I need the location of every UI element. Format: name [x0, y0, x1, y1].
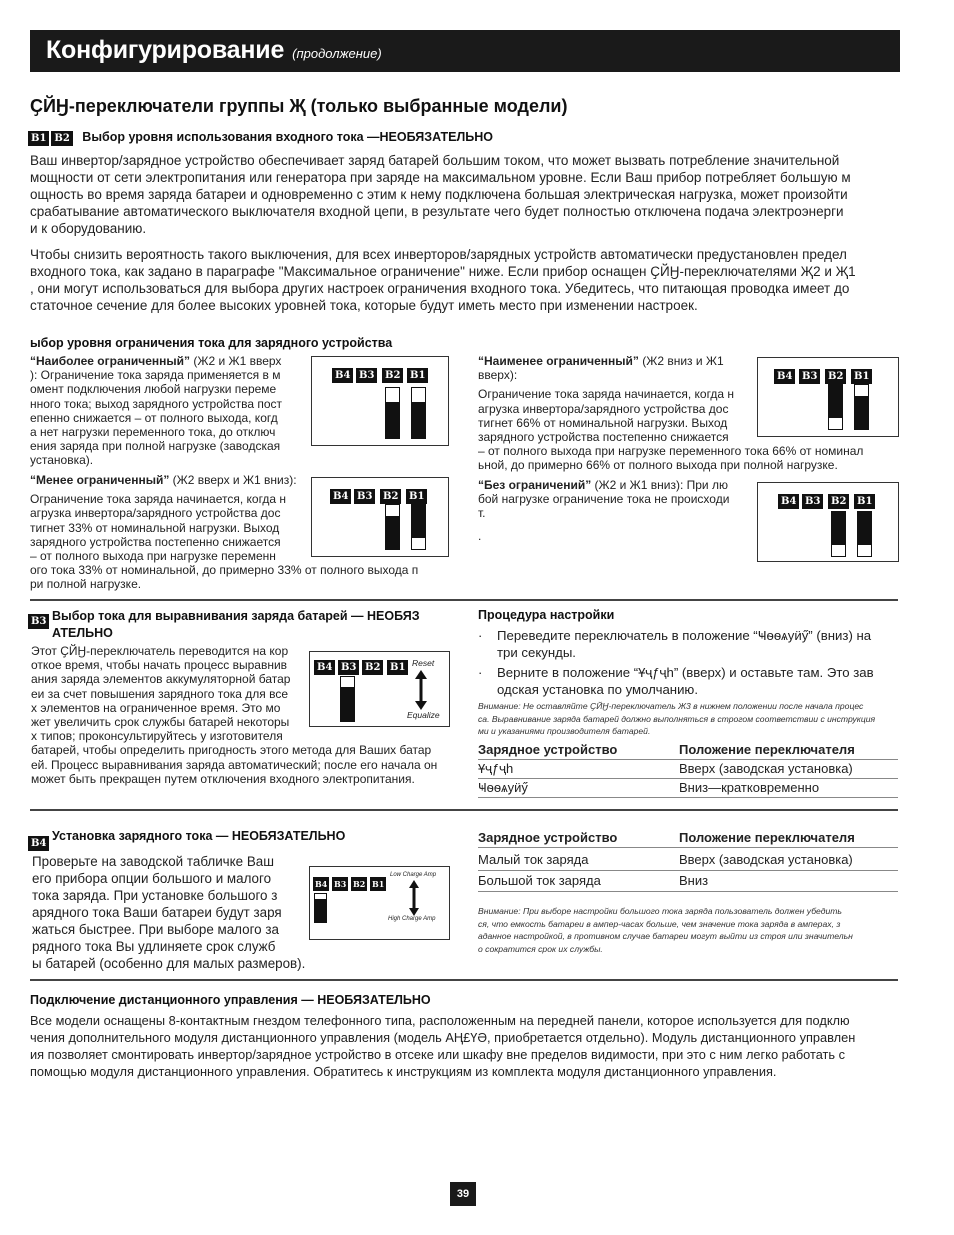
switch-b1	[411, 387, 426, 439]
text-line: (Ж2 и Ж1 вверх	[190, 354, 282, 368]
switch-label-b4: B4	[332, 368, 353, 383]
text-line: омент подключения любой нагрузки переме	[30, 382, 277, 397]
table-header-cell: Зарядное устройство	[478, 742, 618, 757]
s1-para2	[30, 246, 910, 314]
text-line: бой нагрузке ограничение тока не происходи	[478, 492, 730, 507]
s4-heading: Установка зарядного тока — НЕОБЯЗАТЕЛЬНО	[52, 829, 346, 843]
procedure-heading: Процедура настройки	[478, 608, 615, 622]
table-cell: Большой ток заряда	[478, 873, 601, 888]
switch-label-b4: B4	[315, 879, 328, 889]
switch-label-b3: B3	[354, 489, 375, 504]
text-line: Все модели оснащены 8-контактным гнездом телефонного типа, расположенным на передней панели, которое используется для подклю	[30, 1013, 850, 1028]
text-line: аданное настройкой, в противном случае батареи могут выйти из строя или значительн	[478, 931, 853, 941]
text-line: статочное сечение для более высоких уровней тока, которые будут иметь место при изменении настроек.	[30, 298, 698, 313]
switch-b2	[831, 511, 846, 557]
text-line: Ограничение тока заряда начинается, когда н	[30, 492, 287, 507]
switch-label-b4: B4	[330, 489, 351, 504]
text-line: са. Выравнивание заряда батарей должно выполняться в строгом соответствии с инструкция	[478, 713, 876, 724]
text-line: ): Ограничение тока заряда применяется в м	[30, 368, 281, 383]
text-line: Выбор тока для выравнивания заряда батарей — НЕОБЯЗ	[52, 609, 420, 623]
text-line: ия позволяет смонтировать инвертор/зарядное устройство в отсеке или шкафу вне пределов видимости, при это с ним легко работать с	[30, 1047, 846, 1062]
switch-label-b3: B3	[356, 368, 377, 383]
switch-label-b3: B3	[338, 660, 359, 675]
text-line: его прибора опции большого и малого	[32, 871, 272, 886]
text-line: ения заряда при полной нагрузке (заводская	[30, 439, 281, 454]
dip-switch-equalize	[309, 651, 450, 727]
table-row	[478, 759, 898, 779]
bullet: ·	[478, 628, 483, 643]
text-line: вверх):	[478, 368, 518, 383]
reset-label: Reset	[412, 658, 435, 668]
text-line: агрузка инвертора/зарядного устройства дос	[478, 401, 729, 416]
table-cell: Вверх (заводская установка)	[679, 852, 853, 867]
text-line: нного тока; выход зарядного устройства пост	[30, 396, 283, 411]
table-header-cell: Положение переключателя	[679, 742, 855, 757]
divider	[30, 979, 898, 981]
table-header-cell: Зарядное устройство	[478, 830, 618, 845]
switch-b1	[857, 511, 872, 557]
text-line: ми и указаниями производителя батарей.	[478, 726, 651, 736]
high-charge-label: High Charge Amp	[388, 916, 436, 922]
switch-b1	[854, 384, 869, 430]
text-line: АТЕЛЬНО	[52, 626, 113, 640]
table-header-cell: Положение переключателя	[679, 830, 855, 845]
text-line: , они могут использоваться для выбора других настроек ограничения входного тока. Убедитесь, что питающая проводка имеет до	[30, 281, 850, 296]
badge-b3-wrap	[28, 611, 51, 629]
text-line: ей. Процесс выравнивания заряда автоматический; после его начала он	[31, 757, 438, 772]
procedure-step-1	[478, 627, 900, 661]
dip-switch-charge-amp	[309, 866, 450, 940]
text-line: ри полной нагрузке.	[30, 577, 142, 592]
switch-label-b1: B1	[372, 879, 385, 889]
s4-note	[478, 905, 902, 955]
table-header	[478, 828, 898, 848]
badge-b4: B4	[28, 836, 49, 851]
remote-text	[30, 1012, 910, 1080]
switch-label-b3: B3	[802, 494, 823, 509]
equalize-label: Equalize	[407, 710, 440, 720]
text-line: Внимание: Не оставляйте ҪЙӇ-переключатель Ж3 в нижнем положении после начала процес	[478, 701, 864, 711]
s1-para1	[30, 152, 910, 237]
text-line: Ограничение тока заряда начинается, когда н	[478, 387, 735, 402]
most-restricted-text	[30, 354, 306, 468]
switch-label-b4: B4	[774, 369, 795, 384]
switch-label-b3: B3	[799, 369, 820, 384]
text-line: епенно снижается – от полного выхода, когд	[30, 410, 278, 425]
text-line: три секунды.	[497, 645, 576, 660]
table-cell: Ұҷƒҷh	[478, 761, 514, 776]
table-cell: Ҹѳѳѧуӥӳ	[478, 780, 528, 795]
text-line: (Ж2 вниз и Ж1	[638, 354, 724, 368]
switch-b2	[385, 504, 400, 550]
switch-label-b1: B1	[406, 489, 427, 504]
text-line: одская установка по умолчанию.	[497, 682, 698, 697]
dip-switch-most-restricted	[311, 356, 449, 446]
s3-note	[478, 700, 902, 738]
low-charge-label: Low Charge Amp	[390, 872, 437, 878]
text-line: ся, что емкость батареи в ампер-часах больше, чем значение тока заряда в амперах, з	[478, 918, 841, 929]
switch-label-b4: B4	[778, 494, 799, 509]
most-restricted-title: “Наиболее ограниченный”	[30, 354, 191, 368]
text-line: чения дополнительного модуля дистанционного управления (модель АҢ£ҮӘ, приобретается отдельно). Модуль дистанционного управлен	[30, 1030, 856, 1045]
table-cell: Малый ток заряда	[478, 852, 589, 867]
switch-label-b1: B1	[387, 660, 408, 675]
text-line: откое время, чтобы начать процесс выравнив	[31, 658, 288, 673]
text-line: т.	[478, 506, 486, 521]
text-line: – от полного выхода при нагрузке переменного тока 66% от номинал	[478, 444, 864, 459]
text-line: срабатывание автоматического выключателя входной цепи, в результате чего будет полностью отключена подача электроэнерги	[30, 204, 844, 219]
least-restricted-title: “Наименее ограниченный”	[478, 354, 639, 368]
switch-label-b1: B1	[407, 368, 428, 383]
s4-text	[32, 853, 332, 972]
text-line: х типов; проконсультируйтесь у изготовителя	[31, 729, 283, 744]
section-title: ҪЙӇ-переключатели группы Җ (только выбранные модели)	[30, 96, 568, 116]
text-line: может быть прекращен путем отключения входного электропитания.	[31, 771, 415, 786]
table-cell: Вверх (заводская установка)	[679, 761, 853, 776]
table-header	[478, 740, 898, 760]
text-line: тигнет 66% от номинальной нагрузки. Выход	[478, 415, 728, 430]
s1-heading-row	[28, 128, 493, 146]
page-number: 39	[450, 1182, 476, 1206]
text-line: Этот ҪЙӇ-переключатель переводится на кор	[31, 644, 289, 658]
table-row	[478, 849, 898, 871]
s3-table	[478, 740, 898, 798]
switch-label-b1: B1	[854, 494, 875, 509]
badge-b3: B3	[28, 614, 49, 629]
text-line: Переведите переключатель в положение “Ҹѳѳѧуӥӳ” (вниз) на	[497, 628, 872, 643]
text-line: помощью модуля дистанционного управления. Обратитесь к инструкциям из комплекта модуля дистанционного управления.	[30, 1064, 777, 1079]
text-line: ания заряда элементов аккумуляторной батар	[31, 672, 291, 687]
switch-b2	[385, 387, 400, 439]
switch-label-b2: B2	[825, 369, 846, 384]
s4-table	[478, 828, 898, 892]
no-restriction-text	[478, 478, 758, 543]
switch-b4	[314, 893, 327, 923]
text-line: ы батарей (особенно для малых размеров).	[32, 956, 306, 971]
no-restriction-title: “Без ограничений”	[478, 478, 592, 492]
text-line: зарядного устройства постепенно снижается	[478, 430, 729, 445]
text-line: агрузка инвертора/зарядного устройства дос	[30, 506, 281, 521]
dip-switch-less-restricted	[311, 477, 449, 557]
text-line: жет увеличить срок службы батарей некоторы	[31, 715, 290, 730]
switch-label-b3: B3	[334, 879, 347, 889]
switch-label-b4: B4	[314, 660, 335, 675]
page-title: Конфигурирование (продолжение)	[46, 36, 382, 64]
dip-switch-no-restriction	[757, 482, 899, 562]
divider	[30, 809, 898, 811]
text-line: мощности от сети электропитания или генератора при заряде на максимальном уровне. Если Ваш прибор потребляет большую м	[30, 170, 851, 185]
bullet: ·	[478, 665, 483, 680]
text-line: жаться быстрее. При выборе малого за	[32, 922, 279, 937]
text-line: тока заряда. При установке большого з	[32, 888, 278, 903]
text-line: х элементов на ограниченное время. Это мо	[31, 700, 281, 715]
switch-label-b2: B2	[828, 494, 849, 509]
switch-label-b2: B2	[353, 879, 366, 889]
text-line: установка).	[30, 453, 94, 468]
remote-heading: Подключение дистанционного управления — НЕОБЯЗАТЕЛЬНО	[30, 993, 431, 1007]
procedure-step-2	[478, 664, 900, 698]
text-line: Чтобы снизить вероятность такого выключения, для всех инверторов/зарядных устройств автоматически предустановлен предел	[30, 247, 847, 262]
s1-heading: Выбор уровня использования входного тока —НЕОБЯЗАТЕЛЬНО	[82, 130, 493, 144]
dip-switch-least-restricted	[757, 357, 899, 437]
text-line: (Ж2 и Ж1 вниз): При лю	[591, 478, 728, 492]
text-line: тигнет 33% от номинальной нагрузки. Выход	[30, 520, 280, 535]
double-arrow-icon	[408, 880, 420, 916]
text-line: (Ж2 вверх и Ж1 вниз):	[169, 473, 297, 487]
text-line: Внимание: При выборе настройки большого тока заряда пользователь должен убедить	[478, 906, 842, 916]
limits-heading: ыбор уровня ограничения тока для зарядного устройства	[30, 336, 393, 350]
text-line: арядного тока Ваши батареи будут заря	[32, 905, 282, 920]
switch-b3	[340, 676, 355, 722]
double-arrow-icon	[414, 670, 428, 710]
switch-label-b2: B2	[382, 368, 403, 383]
switch-label-b2: B2	[380, 489, 401, 504]
text-line: зарядного устройства постепенно снижается	[30, 534, 281, 549]
text-line: .	[478, 528, 482, 543]
switch-b1	[411, 504, 426, 550]
text-line: о сократится срок их службы.	[478, 943, 603, 954]
table-row	[478, 778, 898, 798]
switch-label-b1: B1	[851, 369, 872, 384]
table-cell: Вниз	[679, 873, 709, 888]
badge-b2: B2	[51, 131, 72, 146]
table-row	[478, 870, 898, 892]
text-line: ощность во время заряда батареи и одновременно с этим к нему подключена большая электрическая нагрузка, может произойти	[30, 187, 848, 202]
text-line: и к оборудованию.	[30, 221, 147, 236]
text-line: Верните в положение “Ұҷƒҷh” (вверх) и оставьте там. Это зав	[497, 665, 874, 680]
text-line: а нет нагрузки переменного тока, до отключ	[30, 425, 276, 440]
text-line: – от полного выхода при нагрузке переменн	[30, 549, 276, 564]
switch-b2	[828, 384, 843, 430]
divider	[30, 599, 898, 601]
page-header	[30, 30, 900, 72]
badge-b4-wrap	[28, 833, 51, 851]
text-line: Проверьте на заводской табличке Ваш	[32, 854, 274, 869]
text-line: Ваш инвертор/зарядное устройство обеспечивает заряд батарей большим током, что может вызвать потребление значительной	[30, 153, 840, 168]
switch-label-b2: B2	[362, 660, 383, 675]
text-line: еи за счет повышения зарядного тока для все	[31, 686, 289, 701]
less-restricted-title: “Менее ограниченный”	[30, 473, 170, 487]
page-subtitle: (продолжение)	[292, 46, 382, 61]
text-line: входного тока, как задано в параграфе "Максимальное ограничение" ниже. Если прибор оснащен ҪЙӇ-переключателями Җ2 и Җ1	[30, 264, 856, 279]
s3-heading	[52, 608, 420, 642]
table-cell: Вниз—кратковременно	[679, 780, 820, 795]
text-line: ьной, до примерно 66% от полного выхода при полной нагрузке.	[478, 458, 838, 473]
text-line: батарей, чтобы определить пригодность этого метода для Ваших батар	[31, 743, 432, 758]
badge-b1: B1	[28, 131, 49, 146]
text-line: рядного тока Вы удлиняете срок служб	[32, 939, 276, 954]
text-line	[478, 521, 758, 529]
text-line: ого тока 33% от номинальной, до примерно 33% от полного выхода п	[30, 563, 419, 578]
